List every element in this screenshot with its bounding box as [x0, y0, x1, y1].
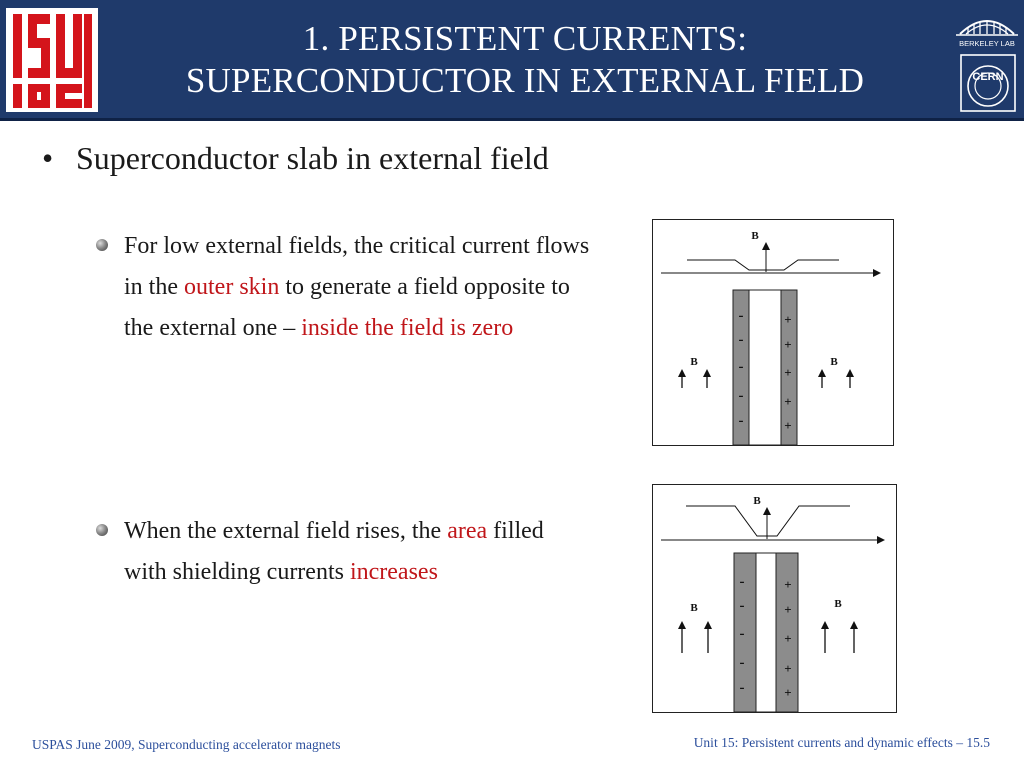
field-label-left: B: [690, 356, 698, 368]
text-segment: When the external field rises, the: [124, 518, 448, 544]
plus-sign: +: [784, 631, 792, 646]
slide-title-line-1: 1. PERSISTENT CURRENTS:: [302, 19, 748, 58]
slab-skin-left: [734, 553, 756, 712]
cern-logo: [960, 54, 1016, 112]
highlight-area: area: [447, 518, 488, 544]
field-label-right: B: [830, 356, 838, 368]
minus-sign: -: [738, 359, 744, 375]
main-bullet-text: Superconductor slab in external field: [76, 140, 549, 176]
slide-title: [110, 18, 940, 102]
field-profile-curve: [687, 260, 839, 270]
uspas-logo: [6, 8, 98, 112]
minus-sign: -: [738, 388, 744, 404]
main-bullet: [42, 138, 549, 178]
highlight-field-zero: inside the field is zero: [301, 315, 514, 341]
sub-point-low-field: [96, 226, 596, 349]
sphere-bullet-icon: [96, 239, 108, 251]
field-axis-label-b: B: [751, 230, 759, 242]
slab-core: [756, 553, 776, 712]
slide-header: [0, 0, 1024, 118]
minus-sign: -: [739, 626, 745, 642]
text-segment: filled with shielding currents: [124, 518, 544, 585]
sub-point-rising-field: [96, 511, 566, 593]
minus-sign: -: [739, 655, 745, 671]
highlight-outer-skin: outer skin: [184, 274, 280, 300]
minus-sign: -: [738, 308, 744, 324]
plus-sign: +: [784, 418, 792, 433]
berkeley-lab-logo: [952, 4, 1022, 50]
plus-sign: +: [784, 577, 792, 592]
footer-unit-info: Unit 15: Persistent currents and dynamic effects – 15.5: [693, 735, 990, 750]
plus-sign: +: [784, 312, 792, 327]
field-profile-curve: [686, 506, 850, 536]
text-segment: For low external fields, the critical current flows in the: [124, 233, 590, 300]
highlight-increases: increases: [349, 559, 438, 585]
plus-sign: +: [784, 661, 792, 676]
sub-point-text: [124, 511, 566, 593]
minus-sign: -: [739, 598, 745, 614]
plus-sign: +: [784, 685, 792, 700]
plus-sign: +: [784, 337, 792, 352]
plus-sign: +: [784, 365, 792, 380]
text-segment: to generate a field opposite to the external one –: [124, 274, 570, 341]
minus-sign: -: [739, 680, 745, 696]
diagram-low-field: [652, 219, 894, 446]
cern-logo-text: CERN: [972, 71, 1004, 83]
berkeley-lab-logo-text: BERKELEY LAB: [959, 39, 1015, 48]
field-label-left: B: [690, 602, 698, 614]
minus-sign: -: [738, 332, 744, 348]
footer-course-info: USPAS June 2009, Superconducting accelerator magnets: [32, 737, 341, 752]
slab-core: [749, 290, 781, 445]
minus-sign: -: [738, 413, 744, 429]
bullet-marker: •: [42, 140, 54, 176]
slide-title-line-2: SUPERCONDUCTOR IN EXTERNAL FIELD: [185, 61, 865, 100]
diagram-rising-field: [652, 484, 897, 713]
header-divider: [0, 118, 1024, 121]
minus-sign: -: [739, 574, 745, 590]
sphere-bullet-icon: [96, 524, 108, 536]
plus-sign: +: [784, 394, 792, 409]
field-label-right: B: [834, 598, 842, 610]
field-axis-label-b: B: [753, 495, 761, 507]
sub-point-text: [124, 226, 596, 349]
plus-sign: +: [784, 602, 792, 617]
